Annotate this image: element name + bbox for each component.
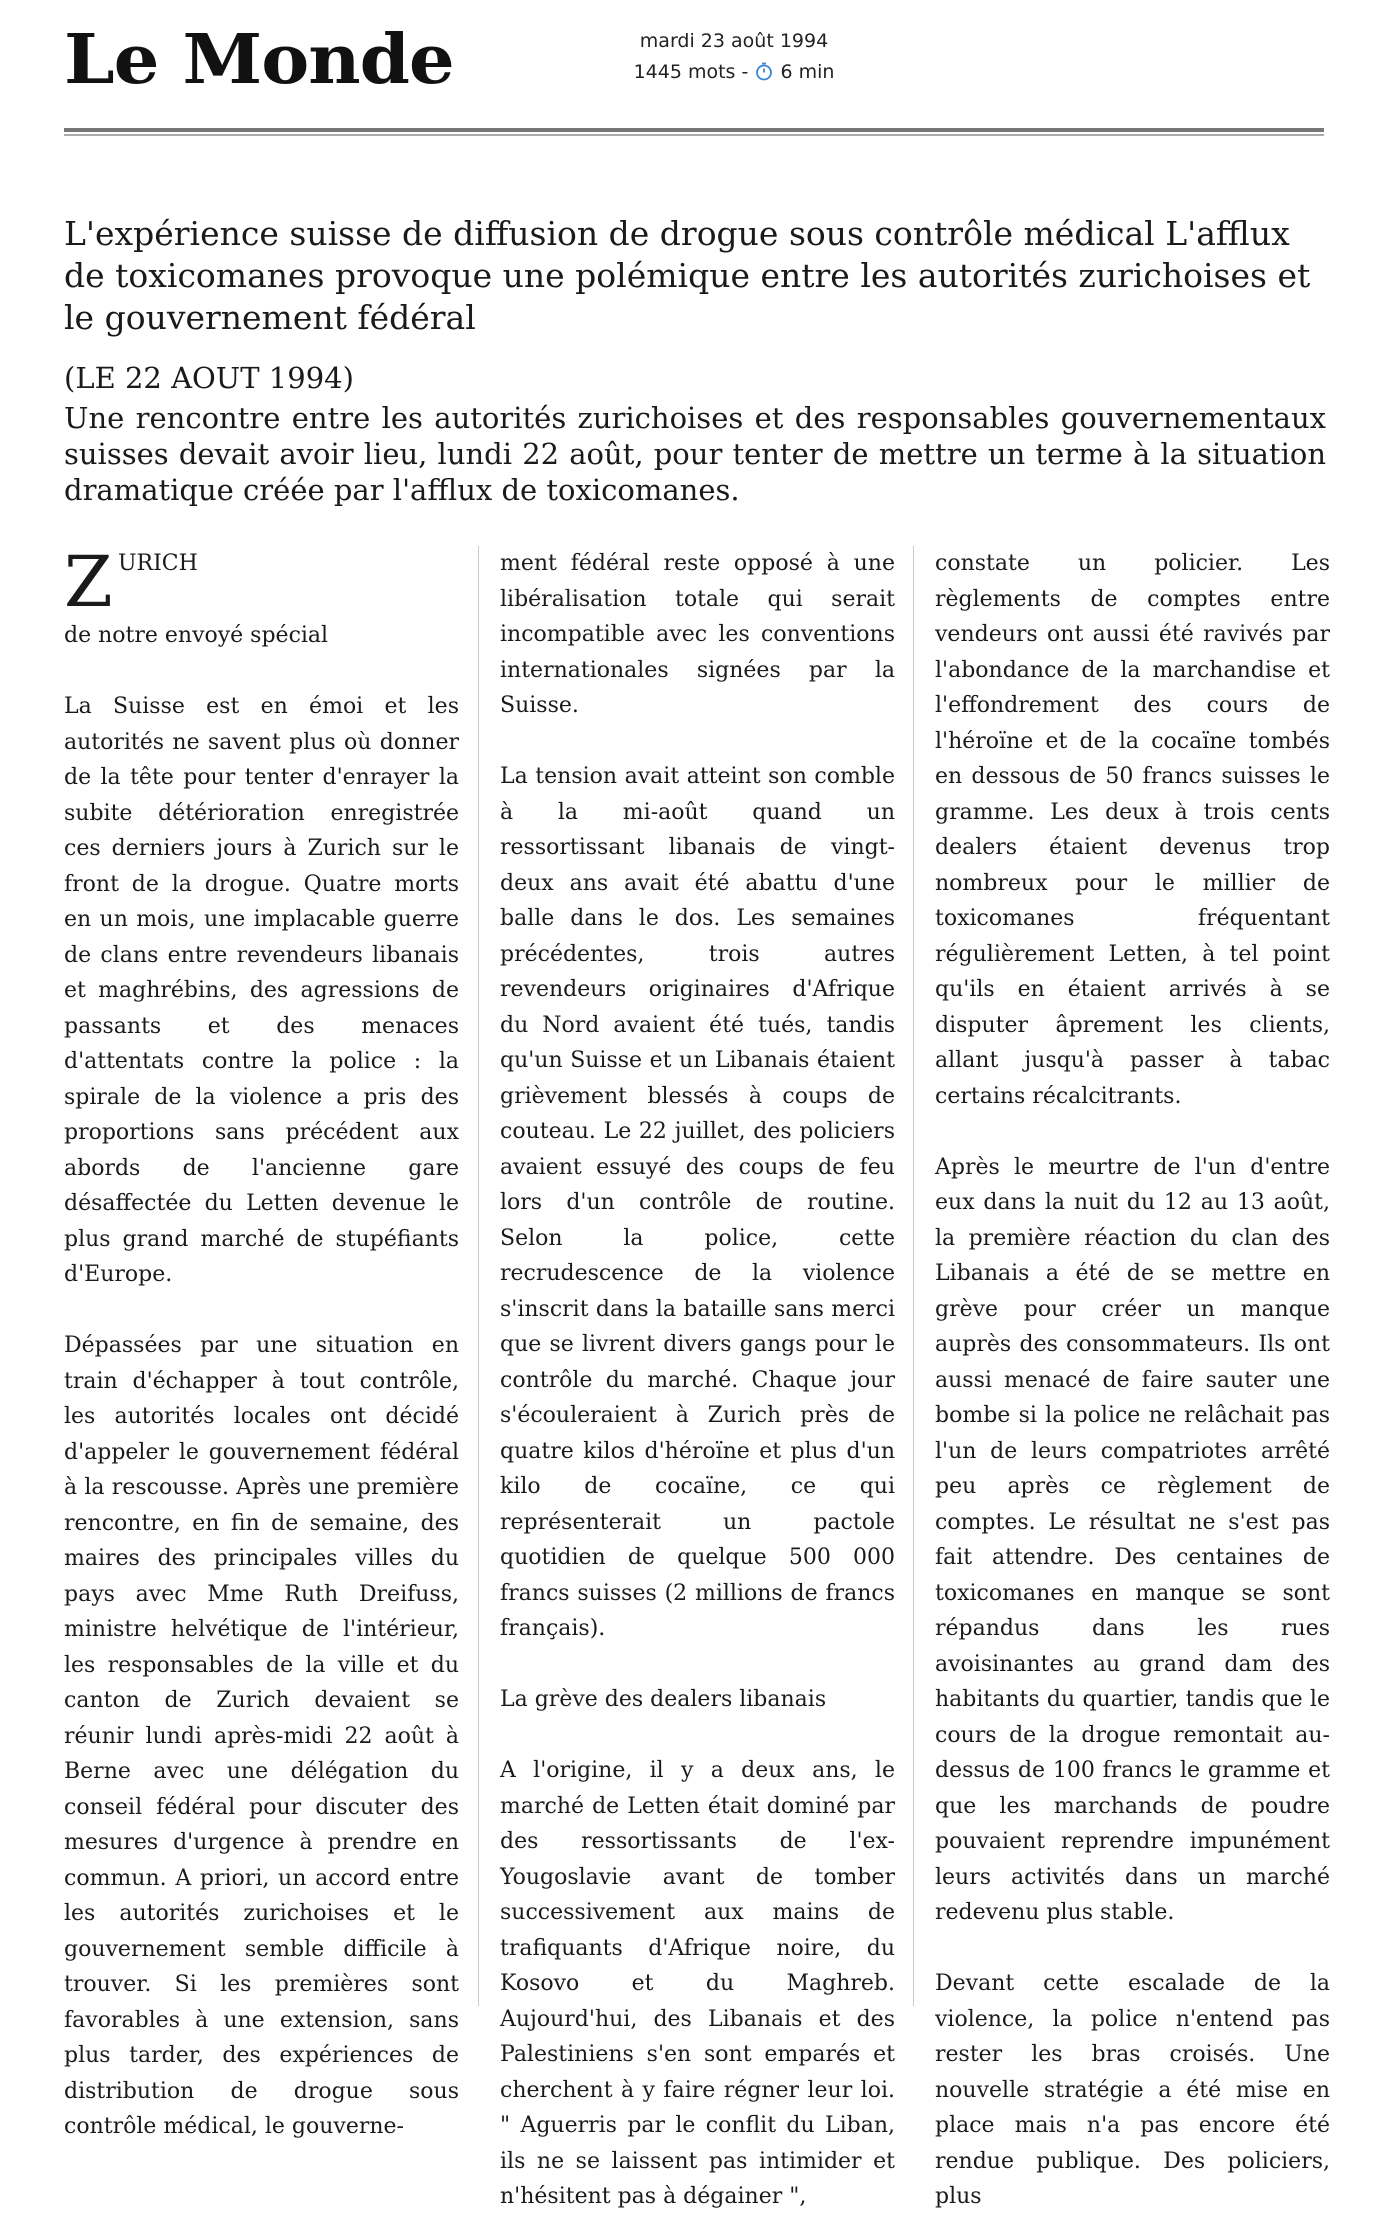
paragraph: constate un policier. Les règlements de comptes entre vendeurs ont aussi été ravivés par l'abondance de la marchandise et l'effondrement des cours de l'héroïne et de la cocaïne tombés en dessous de 50 francs suisses le gramme. Les deux à trois cents dealers étaient devenus trop nombreux pour le millier de toxicomanes fréquentant régulièrement Letten, à tel point qu'ils en étaient arrivés à se disputer âprement les clients, allant jusqu'à passer à tabac certains récalcitrants. (935, 551, 1330, 1109)
paragraph: Devant cette escalade de la violence, la police n'entend pas rester les bras croisés. Une nouvelle stratégie a été mise en place mais n'a pas encore été rendue publique. Des policiers, plus (935, 1971, 1330, 2209)
subheading: La grève des dealers libanais (500, 1687, 827, 1712)
article-column-3 (935, 546, 1330, 2209)
paragraph: A l'origine, il y a deux ans, le marché de Letten était dominé par des ressortissants de l'ex-Yougoslavie avant de tomber successivement aux mains de trafiquants d'Afrique noire, du Kosovo et du Maghreb. Aujourd'hui, des Libanais et des Palestiniens s'en sont emparés et cherchent à y faire régner leur loi. " Aguerris par le conflit du Liban, ils ne se laissent pas intimider et n'hésitent pas à dégainer ", (500, 1758, 895, 2209)
word-count: 1445 mots - (633, 61, 749, 83)
paragraph: La Suisse est en émoi et les autorités ne savent plus où donner de la tête pour tenter d'enrayer la subite détérioration enregistrée ces derniers jours à Zurich sur le front de la drogue. Quatre morts en un mois, une implacable guerre de clans entre revendeurs libanais et maghrébins, des agressions de passants et des menaces d'attentats contre la police : la spirale de la violence a pris des proportions sans précédent aux abords de l'ancienne gare désaffectée du Letten devenue le plus grand marché de stupéfiants d'Europe. (64, 694, 459, 1287)
column-divider (478, 546, 479, 2006)
article-lead: Une rencontre entre les autorités zurichoises et des responsables gouvernementaux suisses devait avoir lieu, lundi 22 août, pour tenter de mettre un terme à la situation dramatique créée par l'afflux de toxicomanes. (64, 401, 1326, 507)
paragraph: ment fédéral reste opposé à une libéralisation totale qui serait incompatible avec les conventions internationales signées par la Suisse. (500, 551, 895, 718)
le-monde-logo[interactable]: Le Monde (64, 18, 454, 99)
paragraph: La tension avait atteint son comble à la mi-août quand un ressortissant libanais de vingt-deux ans avait été abattu d'une balle dans le dos. Les semaines précédentes, trois autres revendeurs originaires d'Afrique du Nord avaient été tués, tandis qu'un Suisse et un Libanais étaient grièvement blessés à coups de couteau. Le 22 juillet, des policiers avaient essuyé des coups de feu lors d'un contrôle de routine. Selon la police, cette recrudescence de la violence s'inscrit dans la bataille sans merci que se livrent divers gangs pour le contrôle du marché. Chaque jour s'écouleraient à Zurich près de quatre kilos d'héroïne et plus d'un kilo de cocaïne, ce qui représenterait un pactole quotidien de quelque 500 000 francs suisses (2 millions de francs français). (500, 764, 895, 1641)
masthead (64, 14, 1324, 134)
reading-time: 6 min (780, 61, 835, 83)
publication-date: mardi 23 août 1994 (639, 30, 829, 52)
article-column-2 (500, 546, 895, 2209)
article-dateline: (LE 22 AOUT 1994) (64, 361, 354, 395)
header-rule (64, 128, 1324, 132)
byline: de notre envoyé spécial (64, 623, 329, 648)
header-rule-thin (64, 134, 1324, 136)
dropcap-rest: URICH (118, 551, 198, 576)
reading-info (584, 57, 884, 88)
paragraph: Après le meurtre de l'un d'entre eux dans la nuit du 12 au 13 août, la première réaction du clan des Libanais a été de se mettre en grève pour créer un manque auprès des consommateurs. Ils ont aussi menacé de faire sauter une bombe si la police ne relâchait pas l'un de leurs compatriotes arrêté peu après ce règlement de comptes. Le résultat ne s'est pas fait attendre. Des centaines de toxicomanes en manque se sont répandus dans les rues avoisinantes au grand dam des habitants du quartier, tandis que le cours de la drogue remontait au-dessus de 100 francs le gramme et que les marchands de poudre pouvaient reprendre impunément leurs activités dans un marché redevenu plus stable. (935, 1154, 1330, 1925)
column-divider (913, 546, 914, 2006)
stopwatch-icon (754, 61, 774, 81)
paragraph: Dépassées par une situation en train d'échapper à tout contrôle, les autorités locales ont décidé d'appeler le gouvernement fédéral à la rescousse. Après une première rencontre, en fin de semaine, des maires des principales villes du pays avec Mme Ruth Dreifuss, ministre helvétique de l'intérieur, les responsables de la ville et du canton de Zurich devaient se réunir lundi après-midi 22 août à Berne avec une délégation du conseil fédéral pour discuter des mesures d'urgence à prendre en commun. A priori, un accord entre les autorités zurichoises et le gouvernement semble difficile à trouver. Si les premières sont favorables à une extension, sans plus tarder, des expériences de distribution de drogue sous contrôle médical, le gouverne- (64, 1333, 459, 2139)
article-column-1 (64, 541, 459, 2139)
dropcap-letter: Z (64, 541, 113, 623)
dropcap-block (64, 541, 459, 623)
article-title: L'expérience suisse de diffusion de drogue sous contrôle médical L'afflux de toxicomanes provoque une polémique entre les autorités zurichoises et le gouvernement fédéral (64, 214, 1311, 337)
article-meta (584, 26, 884, 88)
